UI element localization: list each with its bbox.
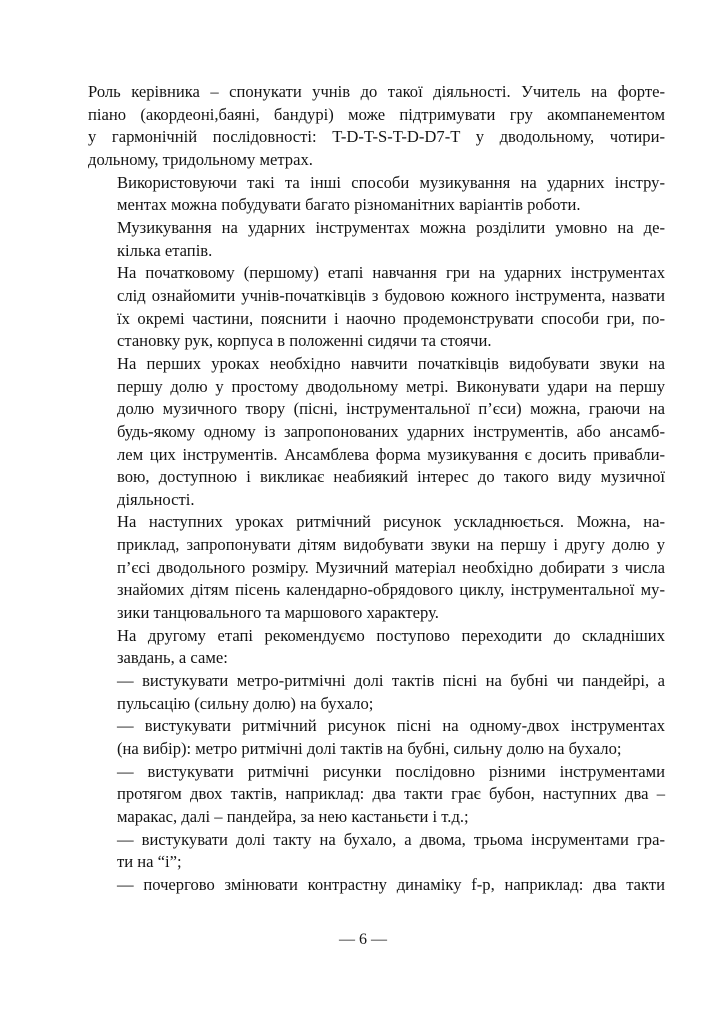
text-line: Роль керівника – спонукати учнів до такої діяльності. Учитель на форте- xyxy=(88,82,665,101)
paragraph xyxy=(88,217,665,262)
text-line: вою, доступною і викликає неабиякий інтерес до такого виду музичної xyxy=(117,467,665,487)
page-number: — 6 — xyxy=(339,931,387,948)
text-line: маракас, далі – пандейра, за нею кастаньєти і т.д.; xyxy=(117,807,469,826)
text-line: будь-якому одному із запропонованих ударних інструментів, або ансамб- xyxy=(117,421,665,441)
text-line: — вистукувати долі такту на бухало, а двома, трьома інсрументами гра- xyxy=(117,829,665,849)
text-line: лем цих інструментів. Ансамблева форма музикування є досить привабли- xyxy=(117,444,665,464)
paragraph xyxy=(88,874,665,897)
paragraph xyxy=(88,829,665,874)
text-line: їх окремі частини, пояснити і наочно продемонструвати способи гри, по- xyxy=(117,308,665,328)
paragraph xyxy=(88,353,665,512)
text-line: — вистукувати ритмічний рисунок пісні на одному-двох інструментах xyxy=(117,716,665,736)
text-line: На наступних уроках ритмічний рисунок ускладнюється. Можна, на- xyxy=(117,512,665,532)
paragraph xyxy=(88,172,665,217)
text-line: На другому етапі рекомендуємо поступово переходити до складніших xyxy=(117,625,665,645)
text-line: протягом двох тактів, наприклад: два такти грає бубон, наступних два – xyxy=(117,784,665,804)
paragraph xyxy=(88,670,665,715)
page-body xyxy=(88,81,665,897)
text-line: Використовуючи такі та інші способи музикування на ударних інстру- xyxy=(117,172,665,192)
text-line: зики танцювального та маршового характеру. xyxy=(117,603,439,623)
text-line: становку рук, корпуса в положенні сидячи та стоячи. xyxy=(117,331,492,351)
paragraph xyxy=(88,262,665,353)
paragraph xyxy=(88,761,665,829)
text-line: — почергово змінювати контрастну динаміку f-p, наприклад: два такти xyxy=(117,874,665,894)
paragraph xyxy=(88,715,665,760)
text-line: Музикування на ударних інструментах можна розділити умовно на де- xyxy=(117,217,665,237)
text-line: діяльності. xyxy=(117,489,195,509)
text-line: — вистукувати метро-ритмічні долі тактів пісні на бубні чи пандейрі, а xyxy=(117,671,665,691)
text-line: ти на “і”; xyxy=(117,852,182,872)
text-line: знайомих дітям пісень календарно-обрядового циклу, інструментальної му- xyxy=(117,580,665,600)
text-line: у гармонічній послідовності: T-D-T-S-T-D-D7-T у дводольному, чотири- xyxy=(88,127,665,147)
paragraph xyxy=(88,625,665,670)
text-line: приклад, запропонувати дітям видобувати звуки на першу і другу долю у xyxy=(117,535,665,555)
paragraph xyxy=(88,511,665,624)
text-line: На початковому (першому) етапі навчання гри на ударних інструментах xyxy=(117,263,665,283)
text-line: п’єсі дводольного розміру. Музичний матеріал необхідно добирати з числа xyxy=(117,557,665,577)
text-line: На перших уроках необхідно навчити початківців видобувати звуки на xyxy=(117,353,665,373)
text-line: першу долю у простому дводольному метрі. Виконувати удари на першу xyxy=(117,376,665,396)
text-line: долю музичного твору (пісні, інструментальної п’єси) можна, граючи на xyxy=(117,399,665,419)
text-line: кілька етапів. xyxy=(117,240,213,260)
text-line: ментах можна побудувати багато різноманітних варіантів роботи. xyxy=(117,195,581,215)
paragraph xyxy=(88,81,665,172)
text-line: слід ознайомити учнів-початківців з будовою кожного інструмента, назвати xyxy=(117,285,665,305)
text-line: піано (акордеоні,баяні, бандурі) може підтримувати гру акомпанементом xyxy=(88,104,665,124)
text-line: дольному, тридольному метрах. xyxy=(88,149,313,169)
text-line: пульсацію (сильну долю) на бухало; xyxy=(117,693,374,713)
text-line: — вистукувати ритмічні рисунки послідовно різними інструментами xyxy=(117,761,665,781)
text-line: (на вибір): метро ритмічні долі тактів на бубні, сильну долю на бухало; xyxy=(117,739,622,759)
text-line: завдань, а саме: xyxy=(117,648,228,668)
